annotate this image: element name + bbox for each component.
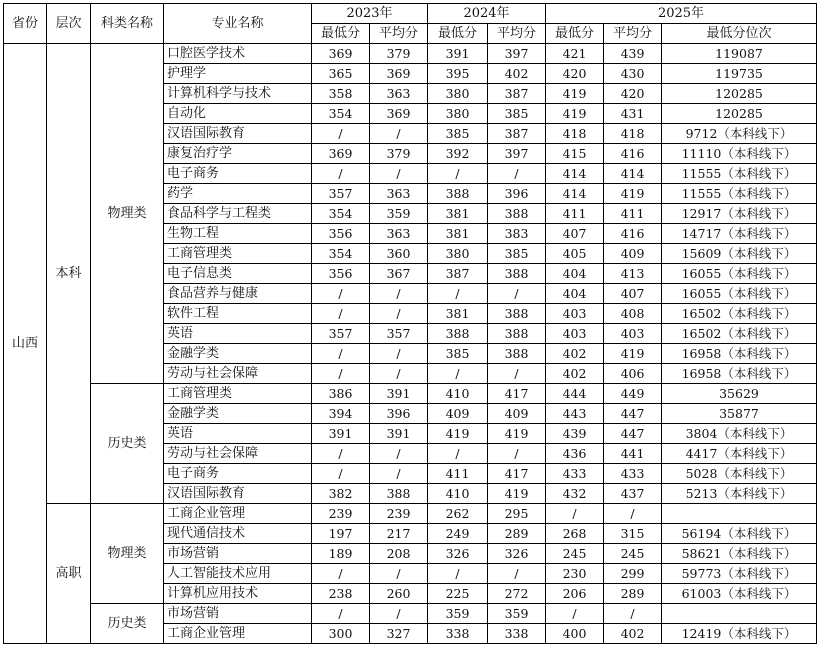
avg-2024-cell: 385 (488, 244, 546, 264)
avg-2025-cell: 406 (604, 364, 662, 384)
rank-2025-cell: 9712（本科线下） (662, 124, 817, 144)
avg-2023-cell: 396 (370, 404, 428, 424)
min-2023-cell: 394 (312, 404, 370, 424)
level-cell: 高职 (47, 504, 91, 644)
avg-2024-cell: 417 (488, 384, 546, 404)
min-2023-cell: 382 (312, 484, 370, 504)
min-2025-cell: 443 (546, 404, 604, 424)
min-2024-cell: 411 (428, 464, 488, 484)
rank-2025-cell: 4417（本科线下） (662, 444, 817, 464)
table-row (4, 504, 817, 524)
min-2025-cell: 403 (546, 324, 604, 344)
major-name-cell: 电子商务 (164, 464, 312, 484)
min-2024-cell: 410 (428, 484, 488, 504)
avg-2025-cell: 447 (604, 424, 662, 444)
min-2024-cell: 381 (428, 304, 488, 324)
min-2025-cell: 418 (546, 124, 604, 144)
min-2025-cell: 230 (546, 564, 604, 584)
avg-2024-cell: 396 (488, 184, 546, 204)
avg-2025-cell: 449 (604, 384, 662, 404)
avg-2023-cell: 363 (370, 184, 428, 204)
avg-2024-cell: 272 (488, 584, 546, 604)
min-2025-cell: 419 (546, 84, 604, 104)
rank-2025-cell: 35877 (662, 404, 817, 424)
avg-2023-cell: 379 (370, 44, 428, 64)
avg-2025-cell: 245 (604, 544, 662, 564)
major-name-cell: 金融学类 (164, 344, 312, 364)
min-2025-cell: 405 (546, 244, 604, 264)
min-2024-cell: 385 (428, 344, 488, 364)
min-2023-cell: / (312, 604, 370, 624)
header-2023-avg: 平均分 (370, 24, 428, 44)
min-2023-cell: / (312, 124, 370, 144)
avg-2024-cell: 295 (488, 504, 546, 524)
major-name-cell: 汉语国际教育 (164, 124, 312, 144)
min-2025-cell: 402 (546, 364, 604, 384)
avg-2023-cell: 369 (370, 64, 428, 84)
avg-2025-cell: 289 (604, 584, 662, 604)
major-name-cell: 人工智能技术应用 (164, 564, 312, 584)
province-cell: 山西 (4, 44, 47, 644)
min-2025-cell: / (546, 504, 604, 524)
rank-2025-cell: 120285 (662, 104, 817, 124)
min-2025-cell: 402 (546, 344, 604, 364)
major-name-cell: 食品营养与健康 (164, 284, 312, 304)
avg-2023-cell: 360 (370, 244, 428, 264)
rank-2025-cell: 35629 (662, 384, 817, 404)
min-2023-cell: 357 (312, 324, 370, 344)
avg-2023-cell: 260 (370, 584, 428, 604)
avg-2025-cell: 419 (604, 184, 662, 204)
avg-2024-cell: 388 (488, 344, 546, 364)
avg-2023-cell: 391 (370, 384, 428, 404)
min-2023-cell: 354 (312, 204, 370, 224)
avg-2025-cell: 403 (604, 324, 662, 344)
min-2024-cell: 395 (428, 64, 488, 84)
avg-2023-cell: / (370, 604, 428, 624)
avg-2025-cell: 411 (604, 204, 662, 224)
min-2025-cell: 433 (546, 464, 604, 484)
min-2025-cell: 439 (546, 424, 604, 444)
major-name-cell: 现代通信技术 (164, 524, 312, 544)
avg-2024-cell: 419 (488, 424, 546, 444)
major-name-cell: 计算机科学与技术 (164, 84, 312, 104)
avg-2024-cell: / (488, 444, 546, 464)
min-2025-cell: 432 (546, 484, 604, 504)
min-2023-cell: 386 (312, 384, 370, 404)
min-2024-cell: 387 (428, 264, 488, 284)
rank-2025-cell: 59773（本科线下） (662, 564, 817, 584)
avg-2024-cell: 338 (488, 624, 546, 644)
min-2024-cell: 326 (428, 544, 488, 564)
avg-2023-cell: 388 (370, 484, 428, 504)
avg-2025-cell: 299 (604, 564, 662, 584)
min-2024-cell: 419 (428, 424, 488, 444)
category-cell: 物理类 (91, 504, 164, 604)
rank-2025-cell: 58621（本科线下） (662, 544, 817, 564)
min-2023-cell: 365 (312, 64, 370, 84)
rank-2025-cell: 5028（本科线下） (662, 464, 817, 484)
avg-2023-cell: 367 (370, 264, 428, 284)
major-name-cell: 劳动与社会保障 (164, 364, 312, 384)
avg-2024-cell: 388 (488, 304, 546, 324)
min-2024-cell: 359 (428, 604, 488, 624)
min-2025-cell: 268 (546, 524, 604, 544)
avg-2024-cell: 359 (488, 604, 546, 624)
min-2024-cell: / (428, 164, 488, 184)
rank-2025-cell: 11110（本科线下） (662, 144, 817, 164)
min-2023-cell: 358 (312, 84, 370, 104)
min-2023-cell: / (312, 284, 370, 304)
major-name-cell: 口腔医学技术 (164, 44, 312, 64)
avg-2025-cell: 418 (604, 124, 662, 144)
min-2023-cell: / (312, 564, 370, 584)
avg-2024-cell: 417 (488, 464, 546, 484)
avg-2025-cell: 413 (604, 264, 662, 284)
min-2023-cell: 356 (312, 264, 370, 284)
avg-2024-cell: / (488, 364, 546, 384)
avg-2025-cell: 430 (604, 64, 662, 84)
rank-2025-cell: 14717（本科线下） (662, 224, 817, 244)
min-2025-cell: 436 (546, 444, 604, 464)
rank-2025-cell: 11555（本科线下） (662, 184, 817, 204)
table-row (4, 44, 817, 64)
avg-2023-cell: 363 (370, 224, 428, 244)
major-name-cell: 金融学类 (164, 404, 312, 424)
avg-2024-cell: / (488, 284, 546, 304)
avg-2023-cell: / (370, 464, 428, 484)
header-province: 省份 (4, 4, 47, 44)
min-2024-cell: 381 (428, 224, 488, 244)
min-2023-cell: 239 (312, 504, 370, 524)
min-2023-cell: / (312, 464, 370, 484)
header-2024-avg: 平均分 (488, 24, 546, 44)
min-2024-cell: 388 (428, 184, 488, 204)
min-2024-cell: 381 (428, 204, 488, 224)
avg-2023-cell: 208 (370, 544, 428, 564)
avg-2024-cell: 397 (488, 144, 546, 164)
avg-2025-cell: 437 (604, 484, 662, 504)
avg-2023-cell: / (370, 364, 428, 384)
min-2024-cell: / (428, 444, 488, 464)
major-name-cell: 电子商务 (164, 164, 312, 184)
min-2025-cell: 419 (546, 104, 604, 124)
min-2023-cell: 197 (312, 524, 370, 544)
header-2025-min: 最低分 (546, 24, 604, 44)
rank-2025-cell: 16055（本科线下） (662, 264, 817, 284)
rank-2025-cell: 12419（本科线下） (662, 624, 817, 644)
header-2025-rank: 最低分位次 (662, 24, 817, 44)
avg-2025-cell: 402 (604, 624, 662, 644)
rank-2025-cell: 56194（本科线下） (662, 524, 817, 544)
avg-2023-cell: 359 (370, 204, 428, 224)
major-name-cell: 生物工程 (164, 224, 312, 244)
avg-2025-cell: 315 (604, 524, 662, 544)
avg-2024-cell: 387 (488, 84, 546, 104)
avg-2025-cell: / (604, 504, 662, 524)
min-2023-cell: 357 (312, 184, 370, 204)
major-name-cell: 软件工程 (164, 304, 312, 324)
min-2023-cell: / (312, 364, 370, 384)
header-row-years (4, 4, 817, 24)
min-2024-cell: 392 (428, 144, 488, 164)
rank-2025-cell: 12917（本科线下） (662, 204, 817, 224)
min-2025-cell: 411 (546, 204, 604, 224)
avg-2023-cell: 357 (370, 324, 428, 344)
min-2023-cell: / (312, 164, 370, 184)
major-name-cell: 食品科学与工程类 (164, 204, 312, 224)
min-2025-cell: 206 (546, 584, 604, 604)
major-name-cell: 康复治疗学 (164, 144, 312, 164)
min-2023-cell: 391 (312, 424, 370, 444)
min-2023-cell: 238 (312, 584, 370, 604)
header-year-2023: 2023年 (312, 4, 428, 24)
header-category: 科类名称 (91, 4, 164, 44)
rank-2025-cell: 3804（本科线下） (662, 424, 817, 444)
rank-2025-cell: 15609（本科线下） (662, 244, 817, 264)
table-body (4, 4, 817, 644)
level-cell: 本科 (47, 44, 91, 504)
avg-2025-cell: 416 (604, 144, 662, 164)
avg-2025-cell: 408 (604, 304, 662, 324)
avg-2023-cell: 217 (370, 524, 428, 544)
rank-2025-cell: 16958（本科线下） (662, 364, 817, 384)
avg-2024-cell: 409 (488, 404, 546, 424)
avg-2024-cell: 385 (488, 104, 546, 124)
major-name-cell: 市场营销 (164, 544, 312, 564)
admission-score-table (3, 3, 817, 644)
avg-2024-cell: / (488, 164, 546, 184)
rank-2025-cell: 61003（本科线下） (662, 584, 817, 604)
min-2024-cell: 385 (428, 124, 488, 144)
avg-2023-cell: 363 (370, 84, 428, 104)
rank-2025-cell: 16502（本科线下） (662, 324, 817, 344)
min-2024-cell: 380 (428, 244, 488, 264)
min-2024-cell: / (428, 564, 488, 584)
avg-2025-cell: 407 (604, 284, 662, 304)
avg-2024-cell: 326 (488, 544, 546, 564)
min-2024-cell: 380 (428, 104, 488, 124)
avg-2023-cell: / (370, 344, 428, 364)
min-2024-cell: 338 (428, 624, 488, 644)
rank-2025-cell: 16502（本科线下） (662, 304, 817, 324)
min-2025-cell: 404 (546, 284, 604, 304)
min-2023-cell: 356 (312, 224, 370, 244)
avg-2023-cell: / (370, 284, 428, 304)
major-name-cell: 劳动与社会保障 (164, 444, 312, 464)
major-name-cell: 汉语国际教育 (164, 484, 312, 504)
rank-2025-cell: 16055（本科线下） (662, 284, 817, 304)
avg-2025-cell: 447 (604, 404, 662, 424)
major-name-cell: 计算机应用技术 (164, 584, 312, 604)
min-2024-cell: 409 (428, 404, 488, 424)
avg-2025-cell: 419 (604, 344, 662, 364)
avg-2023-cell: 239 (370, 504, 428, 524)
avg-2023-cell: 327 (370, 624, 428, 644)
avg-2025-cell: 433 (604, 464, 662, 484)
min-2025-cell: 444 (546, 384, 604, 404)
min-2025-cell: 414 (546, 164, 604, 184)
rank-2025-cell (662, 504, 817, 524)
header-2025-avg: 平均分 (604, 24, 662, 44)
rank-2025-cell: 119087 (662, 44, 817, 64)
avg-2024-cell: 289 (488, 524, 546, 544)
min-2023-cell: / (312, 344, 370, 364)
min-2023-cell: 300 (312, 624, 370, 644)
rank-2025-cell: 16958（本科线下） (662, 344, 817, 364)
major-name-cell: 英语 (164, 424, 312, 444)
score-table-container (3, 3, 817, 644)
min-2023-cell: 369 (312, 144, 370, 164)
min-2025-cell: 403 (546, 304, 604, 324)
min-2025-cell: 404 (546, 264, 604, 284)
min-2024-cell: 262 (428, 504, 488, 524)
major-name-cell: 自动化 (164, 104, 312, 124)
avg-2024-cell: 388 (488, 204, 546, 224)
min-2024-cell: 380 (428, 84, 488, 104)
min-2025-cell: 415 (546, 144, 604, 164)
major-name-cell: 市场营销 (164, 604, 312, 624)
major-name-cell: 工商企业管理 (164, 624, 312, 644)
min-2024-cell: 388 (428, 324, 488, 344)
avg-2023-cell: / (370, 124, 428, 144)
min-2025-cell: 400 (546, 624, 604, 644)
avg-2024-cell: 388 (488, 324, 546, 344)
rank-2025-cell: 119735 (662, 64, 817, 84)
major-name-cell: 工商企业管理 (164, 504, 312, 524)
min-2023-cell: 354 (312, 104, 370, 124)
table-row (4, 604, 817, 624)
header-2024-min: 最低分 (428, 24, 488, 44)
avg-2024-cell: 383 (488, 224, 546, 244)
avg-2025-cell: 416 (604, 224, 662, 244)
min-2023-cell: 354 (312, 244, 370, 264)
category-cell: 物理类 (91, 44, 164, 384)
avg-2023-cell: / (370, 304, 428, 324)
category-cell: 历史类 (91, 384, 164, 504)
major-name-cell: 工商管理类 (164, 384, 312, 404)
min-2024-cell: 249 (428, 524, 488, 544)
min-2025-cell: 421 (546, 44, 604, 64)
avg-2023-cell: / (370, 444, 428, 464)
major-name-cell: 英语 (164, 324, 312, 344)
min-2025-cell: 245 (546, 544, 604, 564)
min-2023-cell: / (312, 444, 370, 464)
rank-2025-cell (662, 604, 817, 624)
avg-2023-cell: / (370, 564, 428, 584)
avg-2025-cell: 420 (604, 84, 662, 104)
rank-2025-cell: 11555（本科线下） (662, 164, 817, 184)
min-2025-cell: 414 (546, 184, 604, 204)
min-2024-cell: 391 (428, 44, 488, 64)
header-level: 层次 (47, 4, 91, 44)
rank-2025-cell: 120285 (662, 84, 817, 104)
major-name-cell: 工商管理类 (164, 244, 312, 264)
avg-2024-cell: 387 (488, 124, 546, 144)
table-row (4, 384, 817, 404)
min-2024-cell: / (428, 364, 488, 384)
avg-2024-cell: 397 (488, 44, 546, 64)
min-2023-cell: 369 (312, 44, 370, 64)
header-year-2024: 2024年 (428, 4, 546, 24)
rank-2025-cell: 5213（本科线下） (662, 484, 817, 504)
avg-2023-cell: 369 (370, 104, 428, 124)
avg-2025-cell: / (604, 604, 662, 624)
header-major: 专业名称 (164, 4, 312, 44)
avg-2024-cell: 419 (488, 484, 546, 504)
header-year-2025: 2025年 (546, 4, 817, 24)
min-2023-cell: / (312, 304, 370, 324)
avg-2025-cell: 431 (604, 104, 662, 124)
major-name-cell: 电子信息类 (164, 264, 312, 284)
major-name-cell: 药学 (164, 184, 312, 204)
min-2025-cell: 407 (546, 224, 604, 244)
avg-2025-cell: 414 (604, 164, 662, 184)
avg-2023-cell: 391 (370, 424, 428, 444)
avg-2024-cell: 388 (488, 264, 546, 284)
avg-2025-cell: 409 (604, 244, 662, 264)
min-2025-cell: / (546, 604, 604, 624)
avg-2025-cell: 439 (604, 44, 662, 64)
avg-2024-cell: 402 (488, 64, 546, 84)
min-2023-cell: 189 (312, 544, 370, 564)
avg-2023-cell: 379 (370, 144, 428, 164)
avg-2023-cell: / (370, 164, 428, 184)
major-name-cell: 护理学 (164, 64, 312, 84)
avg-2024-cell: / (488, 564, 546, 584)
min-2024-cell: / (428, 284, 488, 304)
category-cell: 历史类 (91, 604, 164, 644)
min-2024-cell: 410 (428, 384, 488, 404)
avg-2025-cell: 441 (604, 444, 662, 464)
header-2023-min: 最低分 (312, 24, 370, 44)
min-2024-cell: 225 (428, 584, 488, 604)
min-2025-cell: 420 (546, 64, 604, 84)
